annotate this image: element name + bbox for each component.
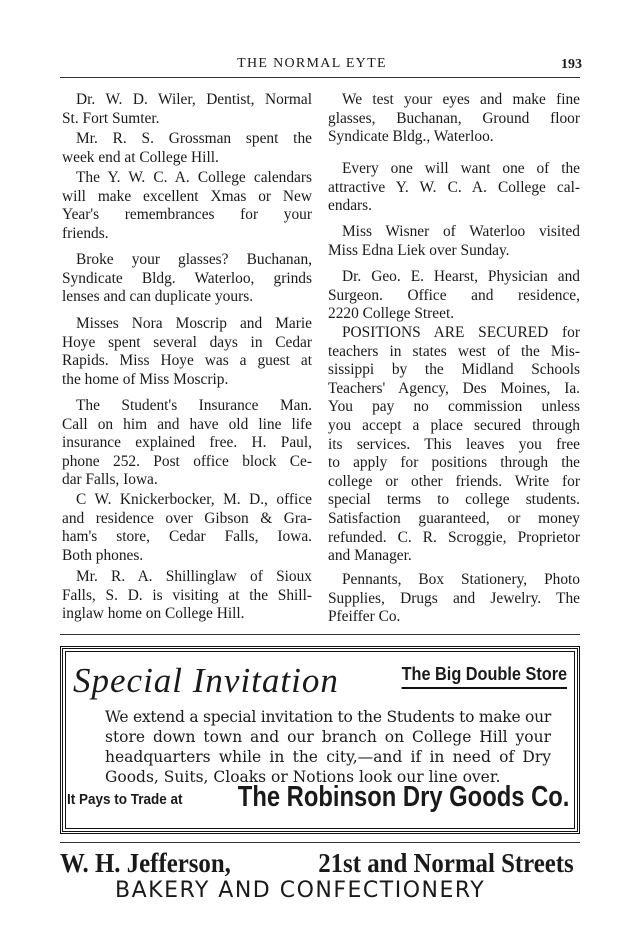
header-rule (60, 77, 580, 78)
news-item-line: We test your eyes and make fine (342, 91, 580, 108)
news-item-line: phone 252. Post office block Ce- (62, 452, 312, 470)
section-rule (60, 634, 580, 635)
news-item-line: refunded. C. R. Scroggie, Proprietor (328, 528, 580, 546)
news-item (328, 160, 580, 216)
news-item-line: Every one will want one of the (342, 160, 580, 177)
news-item (62, 169, 312, 243)
news-item-line: insurance explained free. H. Paul, (62, 434, 312, 452)
news-item (328, 91, 580, 147)
news-item-line: and residence over Gibson & Gra- (62, 509, 312, 527)
news-item-line: POSITIONS ARE SECURED for (342, 324, 580, 341)
news-item (62, 91, 312, 128)
news-item-line: Dr. Geo. E. Hearst, Physician and (342, 268, 580, 285)
news-item-line: Year's remembrances for your (62, 206, 312, 224)
news-item-line: Hoye spent several days in Cedar (62, 333, 312, 351)
ad-body-line: We extend a special invitation to the Students to make our (105, 708, 551, 726)
news-item-line: Rapids. Miss Hoye was a guest at (62, 352, 312, 370)
news-item-line: to apply for positions through the (328, 454, 580, 472)
ad-tagline: It Pays to Trade at (67, 791, 183, 808)
news-item-line: ham's store, Cedar Falls, Iowa. (62, 528, 312, 546)
news-item-line: St. Fort Sumter. (62, 109, 160, 127)
news-item-line: Supplies, Drugs and Jewelry. The (328, 589, 580, 607)
footer-ad-name: W. H. Jefferson, (60, 848, 231, 878)
news-item-line: teachers in states west of the Mis- (328, 342, 580, 360)
news-item-line: Falls, S. D. is visiting at the Shill- (62, 586, 312, 604)
news-item-line: its services. This leaves you free (328, 435, 580, 453)
news-item (62, 397, 312, 490)
news-item-line: The Y. W. C. A. College calendars (76, 169, 312, 186)
ad-title: Special Invitation (73, 661, 339, 700)
news-item-line: Syndicate Bldg., Waterloo. (328, 128, 494, 146)
news-item-line: Miss Edna Liek over Sunday. (328, 241, 510, 259)
news-item-line: the home of Miss Moscrip. (62, 370, 229, 388)
news-item-line: and Manager. (328, 547, 412, 565)
ad-body-line: headquarters while in the city,—and if in need of Dry (105, 748, 551, 766)
news-item-line: Mr. R. S. Grossman spent the (76, 130, 312, 147)
footer-ad-business: BAKERY AND CONFECTIONERY (115, 878, 486, 903)
news-item (62, 568, 312, 624)
news-item-line: Misses Nora Moscrip and Marie (76, 315, 312, 332)
ad-body-line: Goods, Suits, Cloaks or Notions look our line over. (105, 768, 501, 786)
news-item-line: Miss Wisner of Waterloo visited (342, 223, 580, 240)
news-item-line: C W. Knickerbocker, M. D., office (76, 491, 312, 508)
news-item-line: Mr. R. A. Shillinglaw of Sioux (76, 568, 312, 585)
ad-company: The Robinson Dry Goods Co. (237, 781, 569, 813)
news-item-line: special terms to college students. (328, 491, 580, 509)
news-item-line: Pfeiffer Co. (328, 608, 401, 626)
news-item-line: week end at College Hill. (62, 148, 219, 166)
news-item-line: will make excellent Xmas or New (62, 187, 312, 205)
news-item-line: endars. (328, 197, 373, 215)
news-item-line: 2220 College Street. (328, 305, 455, 323)
news-item (62, 315, 312, 389)
news-item (328, 324, 580, 566)
news-item (328, 571, 580, 627)
news-item-line: Broke your glasses? Buchanan, (76, 251, 312, 268)
footer-rule (60, 842, 580, 843)
news-item-line: Teachers' Agency, Des Moines, Ia. (328, 379, 580, 397)
news-item-line: The Student's Insurance Man. (76, 397, 312, 414)
news-item-line: sissippi by the Midland Schools (328, 361, 580, 379)
ad-body (105, 707, 551, 787)
news-item (328, 223, 580, 260)
news-item (62, 251, 312, 307)
news-item-line: attractive Y. W. C. A. College cal- (328, 178, 580, 196)
footer-ad-address: 21st and Normal Streets (318, 848, 574, 878)
news-item-line: Dr. W. D. Wiler, Dentist, Normal (76, 91, 312, 108)
news-item (62, 130, 312, 167)
news-item-line: friends. (62, 224, 109, 242)
news-item-line: glasses, Buchanan, Ground floor (328, 109, 580, 127)
ad-body-line: store down town and our branch on College Hill your (105, 728, 551, 746)
news-item-line: you accept a place secured through (328, 416, 580, 434)
ad-store-name: The Big Double Store (401, 663, 567, 689)
news-item-line: lenses and can duplicate yours. (62, 288, 254, 306)
news-item-line: Both phones. (62, 546, 144, 564)
page-number: 193 (561, 57, 582, 72)
news-item-line: inglaw home on College Hill. (62, 605, 245, 623)
news-item (62, 491, 312, 565)
news-item (328, 268, 580, 324)
news-item-line: dar Falls, Iowa. (62, 471, 158, 489)
robinson-advertisement (60, 646, 580, 834)
news-item-line: Call on him and have old line life (62, 415, 312, 433)
news-item-line: college or other friends. Write for (328, 472, 580, 490)
news-item-line: Satisfaction guaranteed, or money (328, 509, 580, 527)
news-item-line: You pay no commission unless (328, 398, 580, 416)
journal-title: THE NORMAL EYTE (237, 56, 387, 71)
news-item-line: Pennants, Box Stationery, Photo (342, 571, 580, 588)
news-item-line: Surgeon. Office and residence, (328, 286, 580, 304)
news-item-line: Syndicate Bldg. Waterloo, grinds (62, 269, 312, 287)
